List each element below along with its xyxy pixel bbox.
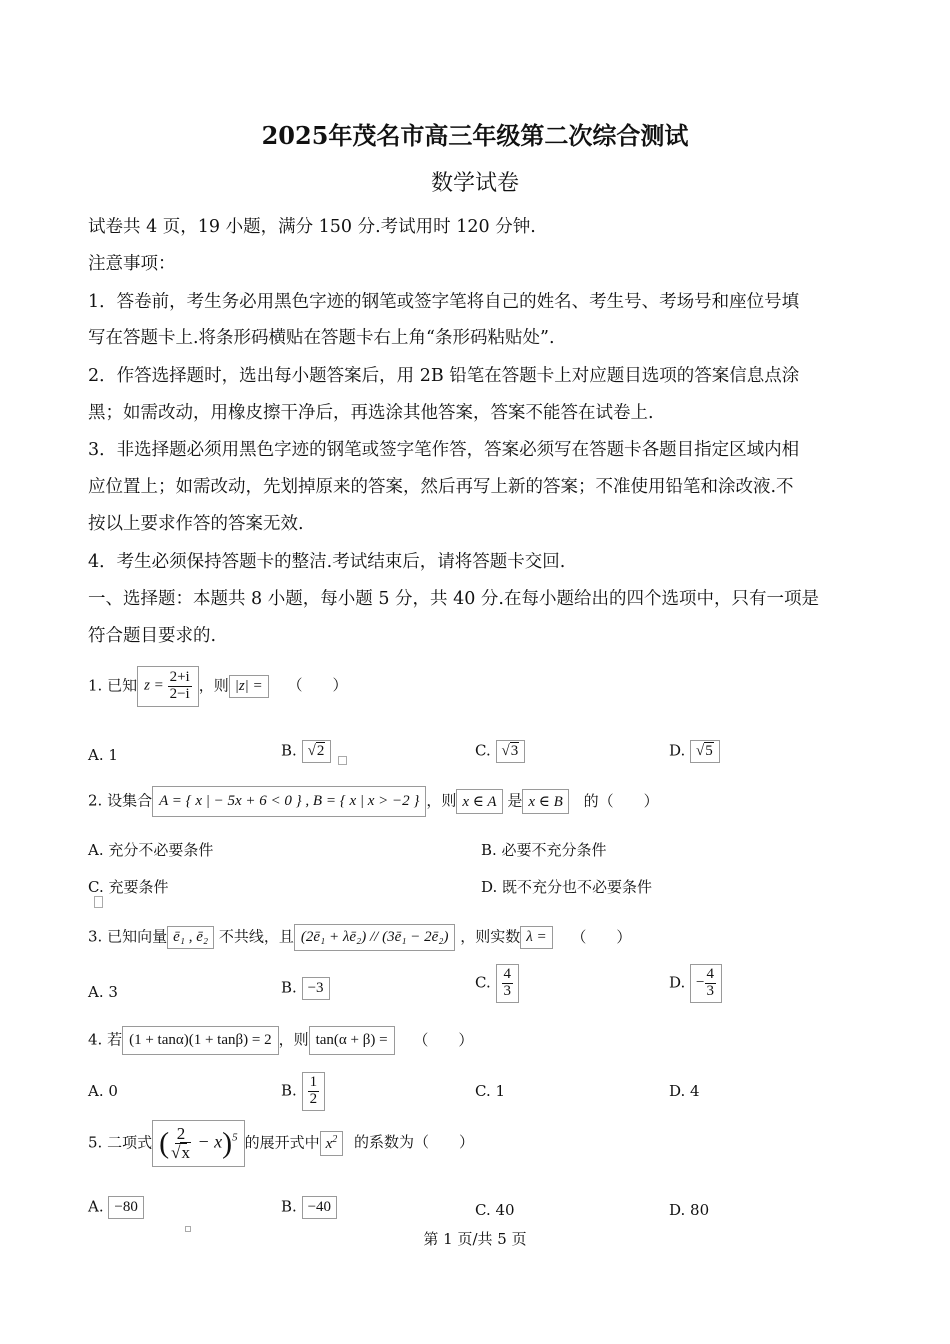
question-5 (88, 1120, 474, 1167)
q1-option-d (669, 740, 720, 763)
q5-option-a-value: −80 (108, 1196, 143, 1219)
q4-mid: ，则 (278, 1030, 309, 1049)
q2-mid-2: 是 (507, 791, 523, 810)
artifact-box (338, 756, 347, 765)
q3-option-c-value: $\frac{4}{3}$ (496, 964, 520, 1003)
q5-option-a-label: A. (88, 1197, 104, 1216)
q3-option-d-label: D. (669, 973, 686, 992)
q1-option-a: A. 1 (88, 746, 118, 764)
q3-option-a: A. 3 (88, 983, 118, 1001)
question-2 (88, 786, 659, 817)
exam-info: 试卷共 4 页，19 小题，满分 150 分.考试用时 120 分钟. (88, 217, 536, 237)
q3-option-b-label: B. (281, 978, 297, 997)
notice-line: 黑；如需改动，用橡皮擦干净后，再选涂其他答案，答案不能答在试卷上. (88, 403, 654, 423)
q1-option-b-label: B. (281, 741, 297, 760)
q1-option-b-value: √ 2 (302, 740, 332, 763)
section-heading: 一、选择题：本题共 8 小题，每小题 5 分，共 40 分.在每小题给出的四个选项中，只有一项是 (88, 589, 819, 609)
q3-option-d (669, 964, 722, 1003)
question-4 (88, 1026, 473, 1055)
question-3 (88, 924, 631, 951)
q4-prefix: 4. 若 (88, 1030, 123, 1049)
q2-formula: A = { x | − 5x + 6 < 0 } , B = { x | x > −2 } (152, 786, 426, 817)
exam-title: 2025年茂名市高三年级第二次综合测试 (261, 121, 689, 150)
q1-denominator: 2−i (169, 685, 190, 702)
q2-option-c: C. 充要条件 (88, 878, 169, 896)
q5-option-b (281, 1196, 337, 1219)
page-footer: 第 1 页/共 5 页 (423, 1230, 527, 1248)
q3-formula: ē₁ , ē₂ (167, 926, 214, 949)
q2-formula-2: x ∈ A (456, 789, 502, 814)
q4-formula-2: tan(α + β) = (309, 1026, 395, 1055)
q1-formula-2: |z| = (229, 675, 269, 698)
q5-prefix: 5. 二项式 (88, 1133, 153, 1152)
q3-tail: （ ） (571, 927, 632, 946)
q3-option-c-label: C. (475, 973, 491, 992)
q2-formula-3: x ∈ B (522, 789, 568, 814)
q1-option-d-value: √ 5 (690, 740, 720, 763)
q4-option-c: C. 1 (475, 1082, 506, 1100)
section-heading-cont: 符合题目要求的. (88, 626, 217, 646)
q1-option-b (281, 740, 331, 763)
q4-formula: (1 + tanα)(1 + tanβ) = 2 (122, 1026, 279, 1055)
q2-option-a: A. 充分不必要条件 (88, 841, 214, 859)
q1-fraction (168, 670, 192, 703)
q2-option-b: B. 必要不充分条件 (481, 841, 607, 859)
notice-title: 注意事项： (88, 254, 176, 274)
q2-option-d: D. 既不充分也不必要条件 (481, 878, 653, 896)
q3-option-c (475, 964, 519, 1003)
q4-tail: （ ） (413, 1030, 474, 1049)
q4-option-b-label: B. (281, 1081, 297, 1100)
notice-line: 4．考生必须保持答题卡的整洁.考试结束后，请将答题卡交回. (88, 552, 566, 572)
q3-option-d-value: − $\frac{4}{3}$ (690, 964, 722, 1003)
q2-prefix: 2. 设集合 (88, 791, 153, 810)
q1-option-c (475, 740, 525, 763)
q4-option-b-value: $\frac{1}{2}$ (302, 1072, 326, 1111)
q3-prefix: 3. 已知向量 (88, 927, 168, 946)
q1-formula (137, 666, 199, 707)
q1-answer-blank: （ ） (287, 676, 348, 695)
q3-mid: 不共线，且 (218, 927, 294, 946)
q1-prefix: 1. 已知 (88, 676, 138, 695)
q1-numerator: 2+i (169, 669, 190, 685)
notice-line: 写在答题卡上.将条形码横贴在答题卡右上角“条形码粘贴处”. (88, 328, 555, 348)
q1-mid: ，则 (198, 676, 229, 695)
q3-formula-3: λ = (520, 926, 552, 949)
q5-formula-2: $x^2$ (320, 1131, 344, 1156)
q5-option-b-value: −40 (302, 1196, 337, 1219)
q4-option-a: A. 0 (88, 1082, 118, 1100)
q2-tail: 的（ ） (583, 791, 659, 810)
notice-line: 1．答卷前，考生务必用黑色字迹的钢笔或签字笔将自己的姓名、考生号、考场号和座位号填 (88, 292, 800, 312)
question-1 (88, 666, 347, 707)
q5-option-d: D. 80 (669, 1201, 710, 1219)
q5-formula: ( 2 √ x − x)$^5$ (152, 1120, 244, 1167)
q3-mid-2: ，则实数 (460, 927, 521, 946)
exam-subtitle: 数学试卷 (430, 171, 519, 196)
q1-option-c-value: √ 3 (496, 740, 526, 763)
q5-tail: 的系数为（ ） (354, 1133, 475, 1152)
q5-option-a (88, 1196, 144, 1219)
notice-line: 应位置上；如需改动，先划掉原来的答案，然后再写上新的答案；不准使用铅笔和涂改液.不 (88, 477, 794, 497)
q3-option-b (281, 977, 330, 1000)
q5-mid: 的展开式中 (244, 1133, 320, 1152)
q1-lhs: z = (144, 677, 164, 694)
artifact-box (94, 896, 103, 908)
notice-line: 按以上要求作答的答案无效. (88, 514, 304, 534)
q1-option-c-label: C. (475, 741, 491, 760)
q1-option-d-label: D. (669, 741, 686, 760)
notice-line: 3．非选择题必须用黑色字迹的钢笔或签字笔作答，答案必须写在答题卡各题目指定区域内相 (88, 440, 800, 460)
q4-option-d: D. 4 (669, 1082, 700, 1100)
notice-line: 2．作答选择题时，选出每小题答案后，用 2B 铅笔在答题卡上对应题目选项的答案信息点涂 (88, 366, 800, 386)
q3-formula-2: (2ē₁ + λē₂) // (3ē₁ − 2ē₂) (294, 924, 456, 951)
q3-option-b-value: −3 (302, 977, 330, 1000)
q5-option-b-label: B. (281, 1197, 297, 1216)
q4-option-b (281, 1072, 325, 1111)
q2-mid: ，则 (426, 791, 457, 810)
q5-option-c: C. 40 (475, 1201, 515, 1219)
q5-sqrt: √ x (169, 1144, 193, 1162)
